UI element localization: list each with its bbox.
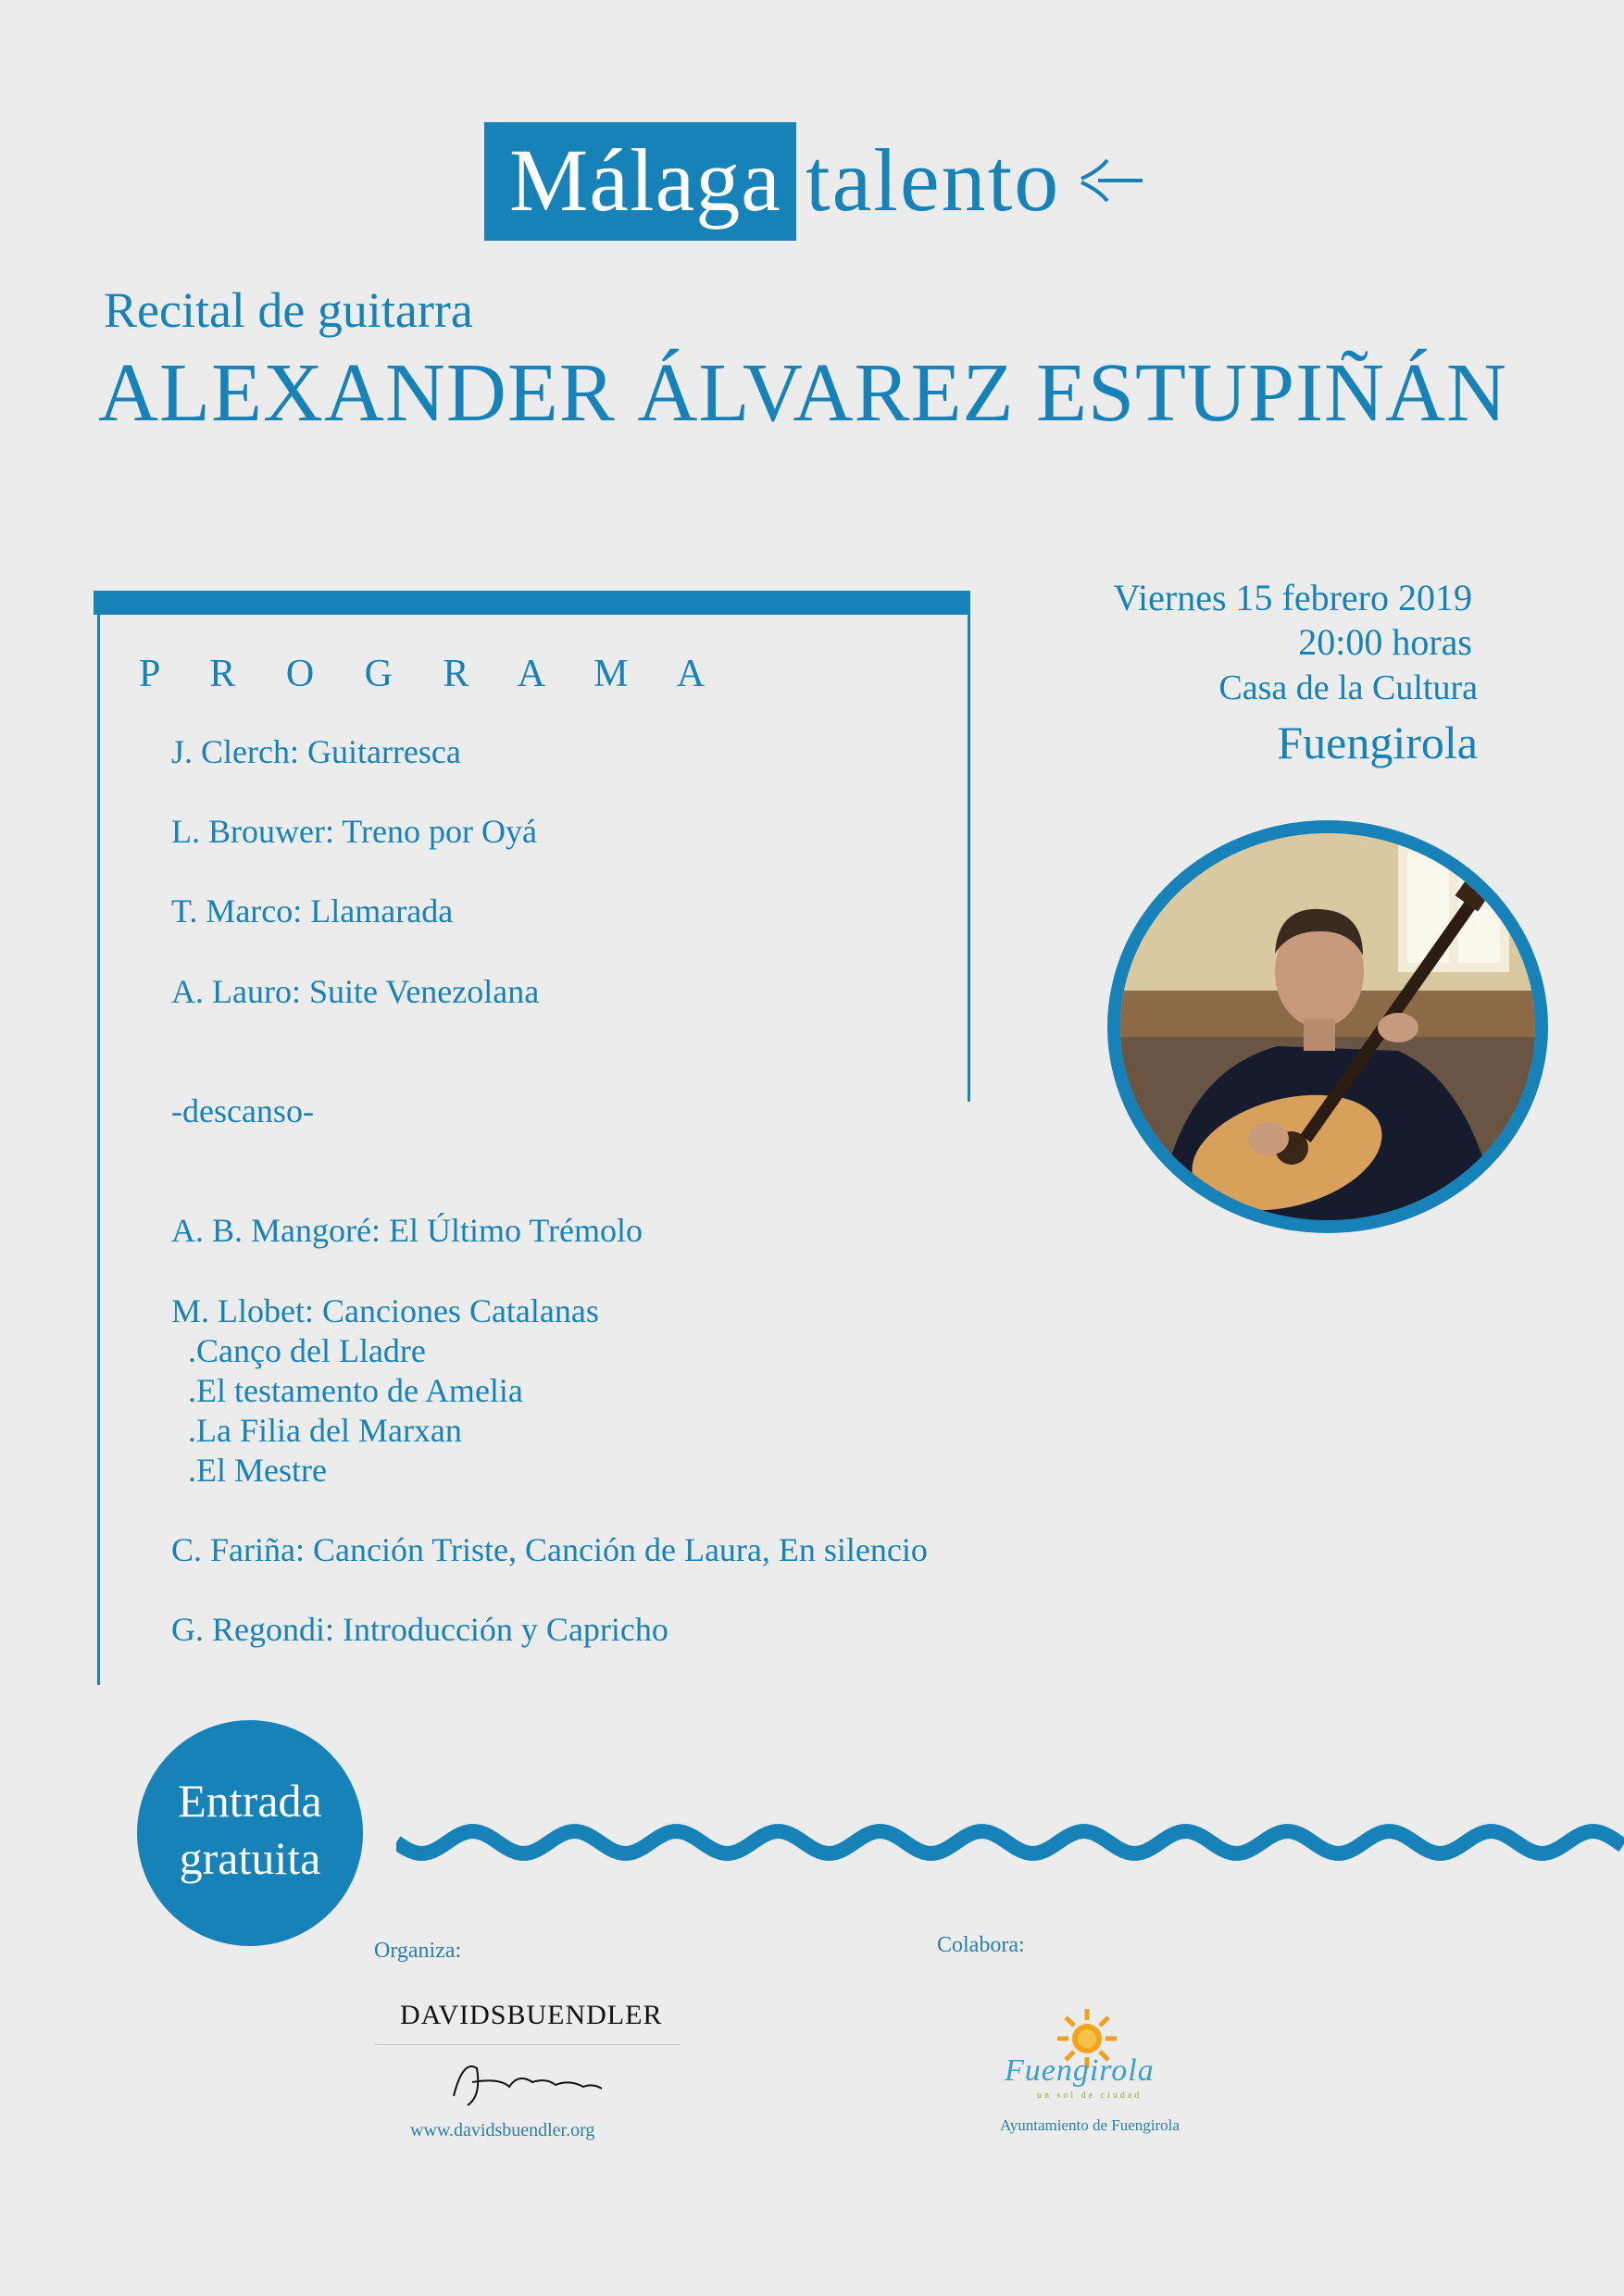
- program-item: G. Regondi: Introducción y Capricho: [171, 1611, 668, 1648]
- program-item: A. Lauro: Suite Venezolana: [171, 973, 540, 1010]
- program-subitem: .Canço del Lladre: [188, 1332, 426, 1369]
- program-item: M. Llobet: Canciones Catalanas: [171, 1292, 599, 1329]
- program-subitem: .La Filia del Marxan: [188, 1412, 462, 1449]
- signature-icon: [444, 2050, 611, 2115]
- logo-talento: talento: [806, 131, 1061, 230]
- program-item: J. Clerch: Guitarresca: [171, 733, 461, 770]
- free-entry-line1: Entrada: [178, 1775, 322, 1827]
- guitarist-illustration: [1120, 833, 1535, 1220]
- organizer-url: www.davidsbuendler.org: [410, 2120, 595, 2140]
- collaborator-logo-text: Fuengirola: [1005, 2053, 1155, 2088]
- event-city: Fuengirola: [1277, 717, 1478, 768]
- guitarist-photo: [1107, 820, 1548, 1233]
- sun-rays-icon: [1080, 144, 1144, 218]
- free-entry-line2: gratuita: [179, 1832, 321, 1884]
- logo-malaga: Málaga: [509, 131, 781, 230]
- program-subitem: .El Mestre: [188, 1452, 327, 1489]
- photo-image: [1120, 833, 1535, 1220]
- collaborator-entity: Ayuntamiento de Fuengirola: [1000, 2116, 1180, 2134]
- event-time: 20:00 horas: [1298, 621, 1472, 663]
- artist-name: ALEXANDER ÁLVAREZ ESTUPIÑÁN: [98, 347, 1508, 439]
- program-title: P R O G R A M A: [139, 653, 726, 695]
- program-subitem: .El testamento de Amelia: [188, 1372, 523, 1409]
- program-frame-left: [97, 615, 100, 1685]
- program-item: L. Brouwer: Treno por Oyá: [171, 813, 537, 850]
- event-date: Viernes 15 febrero 2019: [1113, 577, 1472, 618]
- program-item: A. B. Mangoré: El Último Trémolo: [171, 1212, 643, 1249]
- program-frame-right: [968, 615, 970, 1102]
- colabora-label: Colabora:: [937, 1933, 1025, 1957]
- program-break: -descanso-: [171, 1092, 314, 1129]
- organiza-label: Organiza:: [374, 1939, 462, 1963]
- wave-divider: [396, 1815, 1624, 1870]
- program-frame-top: [94, 591, 970, 615]
- organizer-name: DAVIDSBUENDLER: [400, 2000, 663, 2030]
- organizer-divider: [374, 2044, 680, 2045]
- collaborator-tagline: un sol de ciudad: [1037, 2090, 1143, 2101]
- recital-subtitle: Recital de guitarra: [104, 282, 473, 338]
- program-item: C. Fariña: Canción Triste, Canción de Laura, En silencio: [171, 1531, 928, 1568]
- event-venue: Casa de la Cultura: [1218, 668, 1478, 707]
- program-item: T. Marco: Llamarada: [171, 892, 454, 930]
- free-entry-badge: [137, 1720, 363, 1946]
